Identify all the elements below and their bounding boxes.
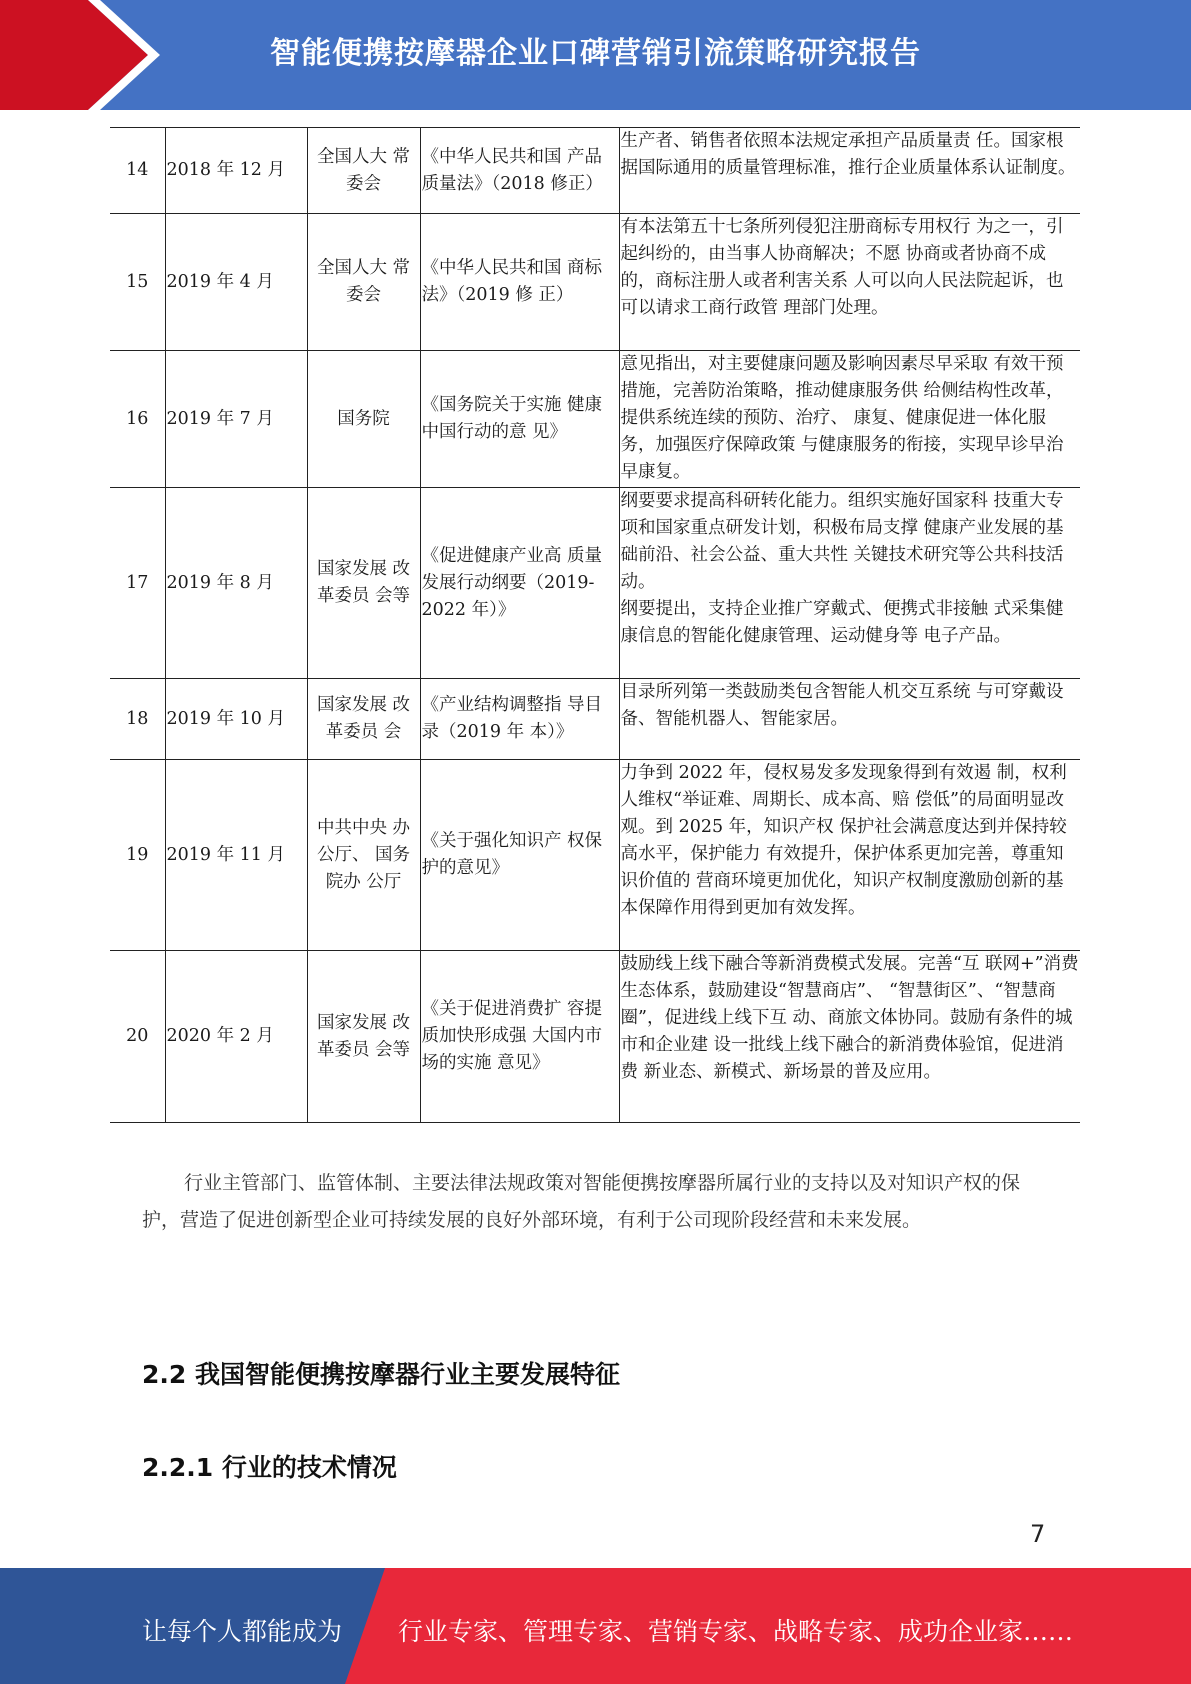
policy-content-cell: 力争到 2022 年，侵权易发多发现象得到有效遏 制，权利人维权“举证难、周期长、成本高、赔 偿低”的局面明显改观。到 2025 年，知识产权 保护社会满意度达到并保持较高水平，保护能力 有效提升，保护体系更加完善，尊重知识价值的 营商环境更加优化，知识产权制度激励创新的基 本保障作用得到更加有效发挥。: [619, 760, 1080, 951]
date-cell: 2019 年 10 月: [165, 679, 307, 760]
policy-content-cell: 有本法第五十七条所列侵犯注册商标专用权行 为之一，引起纠纷的，由当事人协商解决；不愿 协商或者协商不成的，商标注册人或者利害关系 人可以向人民法院起诉，也可以请求工商行政管 理部门处理。: [619, 214, 1080, 351]
section-heading: 2.2 我国智能便携按摩器行业主要发展特征: [142, 1360, 620, 1389]
table-row: [110, 488, 1080, 679]
report-title: 智能便携按摩器企业口碑营销引流策略研究报告: [270, 36, 921, 71]
policy-title-cell: 《关于强化知识产 权保护的意见》: [420, 760, 619, 951]
issuer-cell: 全国人大 常委会: [307, 214, 420, 351]
date-cell: 2019 年 4 月: [165, 214, 307, 351]
policy-title-cell: 《产业结构调整指 导目录（2019 年 本）》: [420, 679, 619, 760]
body-paragraph: 行业主管部门、监管体制、主要法律法规政策对智能便携按摩器所属行业的支持以及对知识产权的保护，营造了促进创新型企业可持续发展的良好外部环境，有利于公司现阶段经营和未来发展。: [142, 1172, 1021, 1231]
issuer-cell: 全国人大 常委会: [307, 128, 420, 214]
row-number-cell: 20: [110, 951, 165, 1123]
policy-content-cell: 纲要要求提高科研转化能力。组织实施好国家科 技重大专项和国家重点研发计划，积极布局支撑 健康产业发展的基础前沿、社会公益、重大共性 关键技术研究等公共科技活动。 纲要提出，支持企业推广穿戴式、便携式非接触 式采集健康信息的智能化健康管理、运动健身等 电子产品。: [619, 488, 1080, 679]
table-row: [110, 128, 1080, 214]
row-number-cell: 18: [110, 679, 165, 760]
page-number: 7: [1030, 1520, 1046, 1548]
subsection-heading: 2.2.1 行业的技术情况: [142, 1453, 397, 1482]
table-row: [110, 214, 1080, 351]
page-header: [0, 0, 1191, 110]
policy-title-cell: 《促进健康产业高 质量发展行动纲要（2019-2022 年）》: [420, 488, 619, 679]
policy-title-cell: 《中华人民共和国 商标法》（2019 修 正）: [420, 214, 619, 351]
page-footer: [0, 1568, 1191, 1684]
footer-slogan-left: 让每个人都能成为: [142, 1617, 343, 1646]
policy-title-cell: 《中华人民共和国 产品质量法》（2018 修正）: [420, 128, 619, 214]
date-cell: 2019 年 8 月: [165, 488, 307, 679]
issuer-cell: 国家发展 改革委员 会: [307, 679, 420, 760]
date-cell: 2018 年 12 月: [165, 128, 307, 214]
issuer-cell: 国家发展 改革委员 会等: [307, 951, 420, 1123]
row-number-cell: 14: [110, 128, 165, 214]
policy-content-cell: 生产者、销售者依照本法规定承担产品质量责 任。国家根据国际通用的质量管理标准，推行企业质量体系认证制度。: [619, 128, 1080, 214]
policy-content-cell: 目录所列第一类鼓励类包含智能人机交互系统 与可穿戴设备、智能机器人、智能家居。: [619, 679, 1080, 760]
date-cell: 2019 年 7 月: [165, 351, 307, 488]
issuer-cell: 中共中央 办公厅、 国务院办 公厅: [307, 760, 420, 951]
policy-content-cell: 意见指出，对主要健康问题及影响因素尽早采取 有效干预措施，完善防治策略，推动健康服务供 给侧结构性改革，提供系统连续的预防、治疗、 康复、健康促进一体化服务，加强医疗保障政策 与健康服务的衔接，实现早诊早治早康复。: [619, 351, 1080, 488]
policy-table: [110, 127, 1080, 1123]
table-row: [110, 351, 1080, 488]
date-cell: 2020 年 2 月: [165, 951, 307, 1123]
issuer-cell: 国务院: [307, 351, 420, 488]
footer-slogan-right: 行业专家、管理专家、营销专家、战略专家、成功企业家……: [398, 1617, 1074, 1646]
issuer-cell: 国家发展 改革委员 会等: [307, 488, 420, 679]
table-row: [110, 760, 1080, 951]
row-number-cell: 16: [110, 351, 165, 488]
table-row: [110, 679, 1080, 760]
table-row: [110, 951, 1080, 1123]
row-number-cell: 19: [110, 760, 165, 951]
policy-title-cell: 《国务院关于实施 健康中国行动的意 见》: [420, 351, 619, 488]
row-number-cell: 17: [110, 488, 165, 679]
policy-title-cell: 《关于促进消费扩 容提质加快形成强 大国内市场的实施 意见》: [420, 951, 619, 1123]
policy-content-cell: 鼓励线上线下融合等新消费模式发展。完善“互 联网+”消费生态体系，鼓励建设“智慧商店”、 “智慧街区”、“智慧商圈”，促进线上线下互 动、商旅文体协同。鼓励有条件的城市和企业建 设一批线上线下融合的新消费体验馆，促进消费 新业态、新模式、新场景的普及应用。: [619, 951, 1080, 1123]
row-number-cell: 15: [110, 214, 165, 351]
date-cell: 2019 年 11 月: [165, 760, 307, 951]
